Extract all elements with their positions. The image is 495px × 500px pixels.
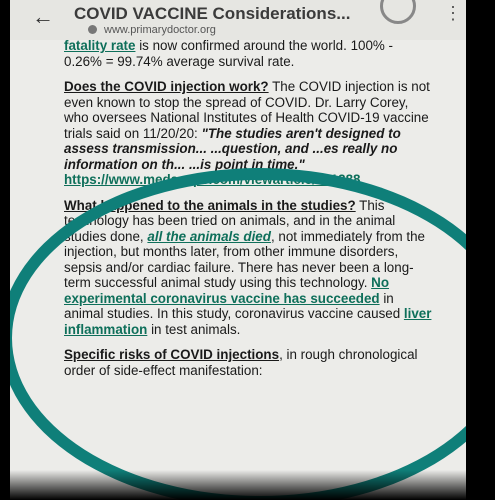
url-text[interactable]: www.primarydoctor.org <box>104 24 216 36</box>
injection-work-heading: Does the COVID injection work? <box>64 79 269 94</box>
browser-toolbar <box>10 0 466 40</box>
phone-screen <box>10 0 466 500</box>
article-body <box>64 38 434 388</box>
no-vaccine-succeeded-link[interactable]: No experimental coronavirus vaccine has succeeded <box>64 275 390 306</box>
fatality-rate-link[interactable]: fatality rate <box>64 38 136 53</box>
survival-paragraph <box>64 38 434 69</box>
survival-text: is now confirmed around the world. 100% - 0.26% = 99.74% average survival rate. <box>64 38 393 69</box>
corey-quote: "The studies aren't designed to assess transmission... ...question, and ...es really no information on th... ...is point in time." <box>64 125 401 172</box>
all-animals-died-link[interactable]: all the animals died <box>147 228 271 244</box>
bottom-shadow <box>0 470 495 500</box>
liver-inflammation-link[interactable]: liver inflammation <box>64 306 432 337</box>
medscape-link[interactable]: https://www.medscape.com/viewarticle/941388 <box>64 172 361 187</box>
animals-text-2: , not immediately from the injection, but months later, from other immune disorders, sepsis and/or cardiac failure. There has never been a long-term successful animal study using this technology. <box>64 228 425 290</box>
animals-text-1: This technology has been tried on animals, and in the animal studies done, <box>64 197 396 244</box>
risks-paragraph <box>64 347 434 378</box>
back-arrow-icon[interactable]: ← <box>32 4 54 29</box>
injection-work-paragraph <box>64 79 434 188</box>
search-icon[interactable] <box>380 0 416 24</box>
animals-text-3: in animal studies. In this study, coronavirus vaccine caused <box>64 290 401 321</box>
more-menu-icon[interactable]: ⋮ <box>444 3 462 23</box>
site-icon <box>88 25 97 34</box>
animals-heading: What happened to the animals in the studies? <box>64 197 356 213</box>
animals-text-4: in test animals. <box>151 321 241 337</box>
risks-heading: Specific risks of COVID injections <box>64 347 280 362</box>
animals-paragraph <box>64 198 434 338</box>
injection-work-text: The COVID injection is not even known to stop the spread of COVID. Dr. Larry Corey, who oversees National Institutes of Health COVID-19 vaccine trials said on 11/20/20: <box>64 79 430 141</box>
page-title: COVID VACCINE Considerations... <box>74 4 351 23</box>
risks-text: , in rough chronological order of side-effect manifestation: <box>64 347 418 378</box>
